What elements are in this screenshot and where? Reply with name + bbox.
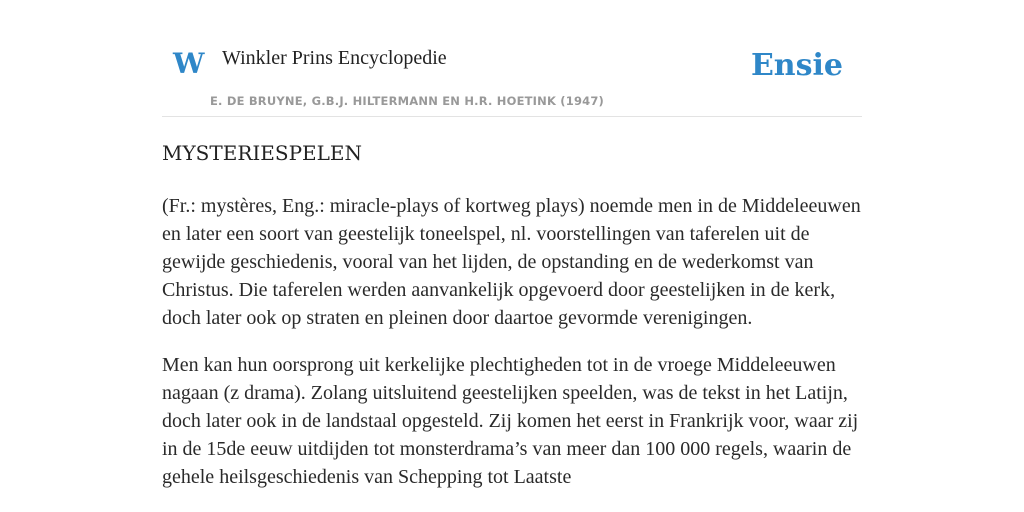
article-paragraph: Men kan hun oorsprong uit kerkelijke plechtigheden tot in de vroege Middeleeuwen nagaan (z drama). Zolang uitsluitend geestelijken speelden, was de tekst in het Latijn, doch later ook in de landstaal opgesteld. Zij komen het eerst in Frankrijk voor, waar zij in de 15de eeuw uitdijden tot monsterdrama’s van meer dan 100 000 regels, waarin de gehele heilsgeschiedenis van Schepping tot Laatste: [162, 354, 859, 488]
book-logo-icon[interactable]: W: [173, 47, 205, 80]
ensie-logo[interactable]: Ensie: [750, 48, 843, 83]
article-paragraph: (Fr.: mystères, Eng.: miracle-plays of kortweg plays) noemde men in de Middeleeuwen en later een soort van geestelijk toneelspel, nl. voorstellingen van taferelen uit de gewijde geschiedenis, vooral van het lijden, de opstanding en de wederkomst van Christus. Die taferelen werden aanvankelijk opgevoerd door geestelijken in de kerk, doch later ook op straten en pleinen door daartoe gevormde verenigingen.: [162, 195, 861, 329]
article-body: [162, 192, 862, 510]
book-authors: E. DE BRUYNE, G.B.J. HILTERMANN EN H.R. HOETINK (1947): [210, 94, 605, 108]
article-title: MYSTERIESPELEN: [162, 141, 363, 165]
book-header: [162, 0, 862, 117]
book-title[interactable]: Winkler Prins Encyclopedie: [222, 47, 447, 69]
